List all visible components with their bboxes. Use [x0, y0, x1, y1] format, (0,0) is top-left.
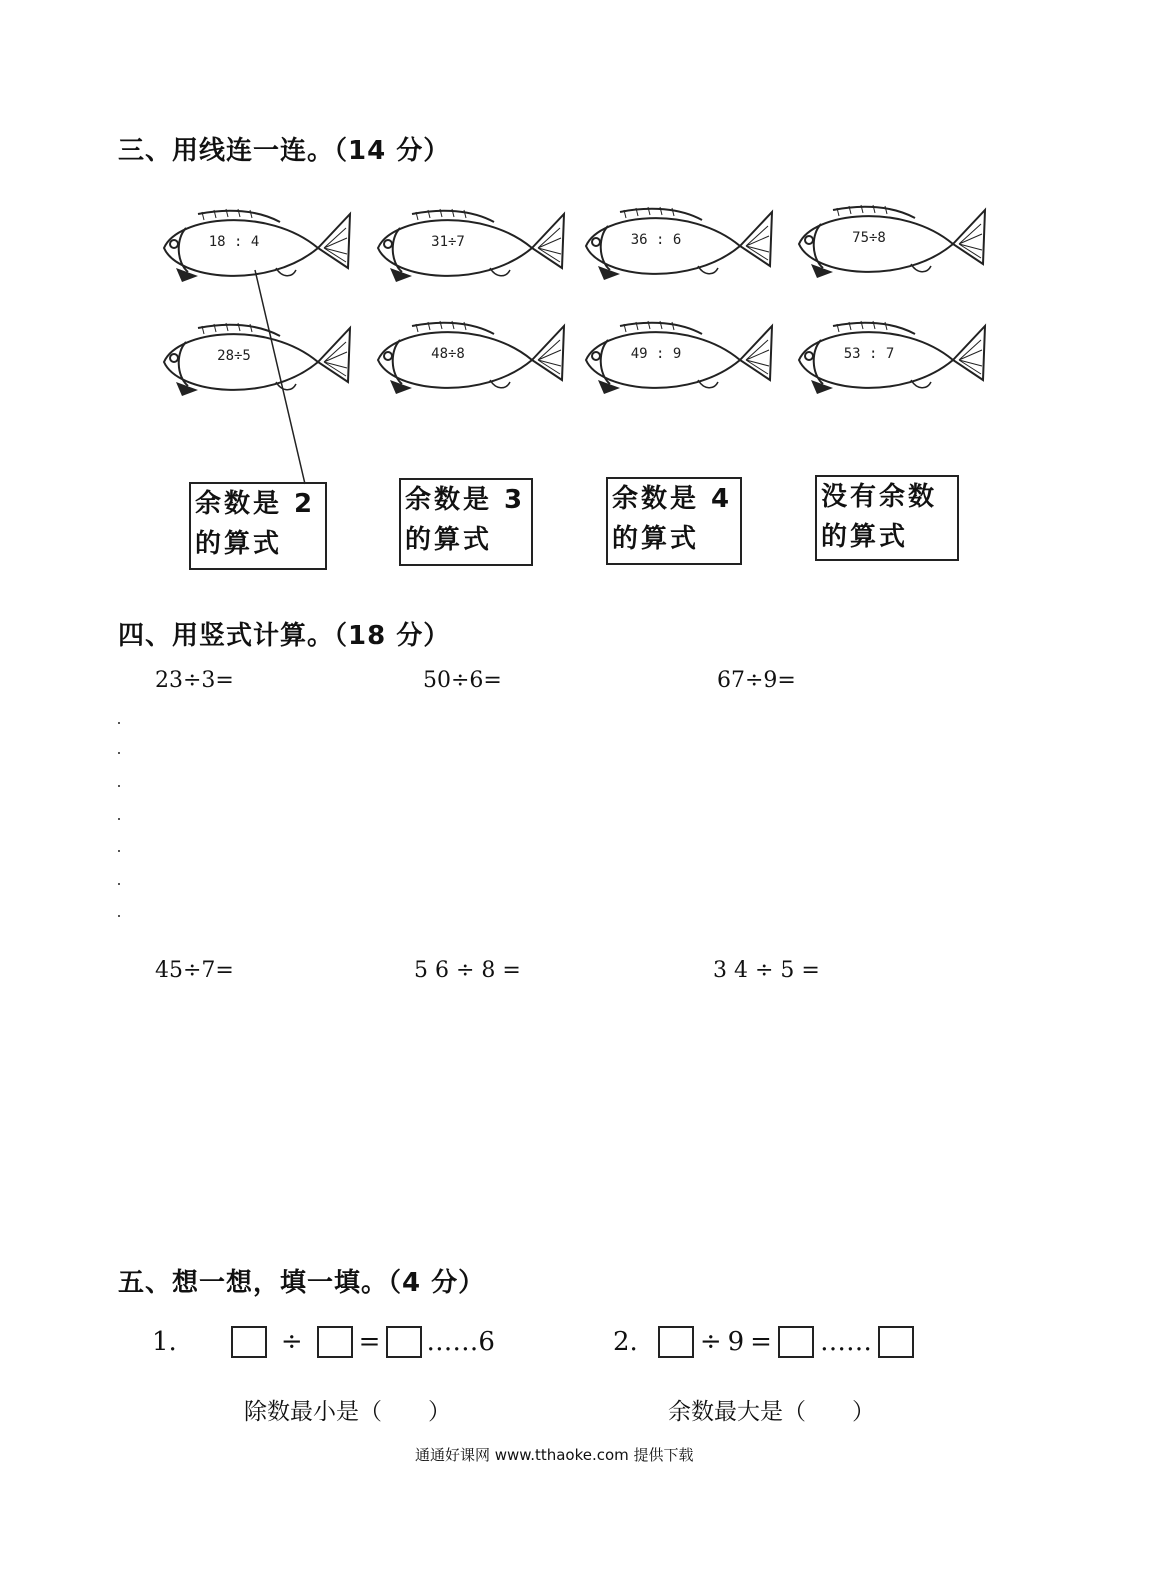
- fill-question-1: [146, 1326, 495, 1358]
- q1-quotient-box[interactable]: [386, 1326, 422, 1358]
- q1-divisor-box[interactable]: [317, 1326, 353, 1358]
- fish-expression: 53 : 7: [843, 346, 895, 362]
- q2-note: 余数最大是（ ）: [668, 1399, 875, 1425]
- q2-number: 2.: [613, 1327, 638, 1357]
- q2-divisor: 9: [727, 1327, 745, 1357]
- fish-expression: 49 : 9: [630, 346, 682, 362]
- section3-title: 三、用线连一连。（14 分）: [118, 136, 451, 166]
- fish-expression: 36 : 6: [630, 232, 682, 248]
- q2-dots: ……: [819, 1327, 872, 1357]
- q1-note: 除数最小是（ ）: [244, 1399, 451, 1425]
- footer-source: 通通好课网 www.tthaoke.com 提供下载: [415, 1446, 694, 1464]
- fish-expression: 48÷8: [431, 346, 465, 362]
- q1-dots: ……: [426, 1327, 479, 1357]
- section4-title: 四、用竖式计算。（18 分）: [118, 621, 451, 651]
- fish-expression: 18 : 4: [208, 234, 260, 250]
- q1-number: 1.: [152, 1327, 177, 1357]
- fill-question-2: [607, 1326, 914, 1358]
- q2-remainder-box[interactable]: [878, 1326, 914, 1358]
- problem-50-div-6: 50÷6=: [423, 668, 502, 693]
- problem-67-div-9: 67÷9=: [717, 668, 796, 693]
- answer-box-remainder-4[interactable]: 余数是 4 的算式: [606, 477, 742, 565]
- answer-box-remainder-3[interactable]: 余数是 3 的算式: [399, 478, 533, 566]
- section5-title: 五、想一想，填一填。（4 分）: [118, 1268, 486, 1298]
- connecting-line: [0, 0, 1157, 600]
- answer-box-remainder-2[interactable]: 余数是 2 的算式: [189, 482, 327, 570]
- fish-expression: 31÷7: [431, 234, 465, 250]
- problem-23-div-3: 23÷3=: [155, 668, 234, 693]
- problem-56-div-8: 5 6 ÷ 8 =: [414, 958, 521, 983]
- q2-dividend-box[interactable]: [658, 1326, 694, 1358]
- answer-box-no-remainder[interactable]: 没有余数 的算式: [815, 475, 959, 561]
- q1-dividend-box[interactable]: [231, 1326, 267, 1358]
- problem-34-div-5: 3 4 ÷ 5 =: [713, 958, 820, 983]
- q1-equals: =: [358, 1327, 381, 1357]
- q2-quotient-box[interactable]: [778, 1326, 814, 1358]
- fish-expression: 75÷8: [852, 230, 886, 246]
- q2-equals: =: [750, 1327, 772, 1357]
- q1-remainder: 6: [478, 1327, 495, 1357]
- q1-divide-sign: ÷: [280, 1327, 303, 1357]
- q2-divide-sign: ÷: [699, 1327, 722, 1357]
- problem-45-div-7: 45÷7=: [155, 958, 234, 983]
- fish-expression: 28÷5: [217, 348, 251, 364]
